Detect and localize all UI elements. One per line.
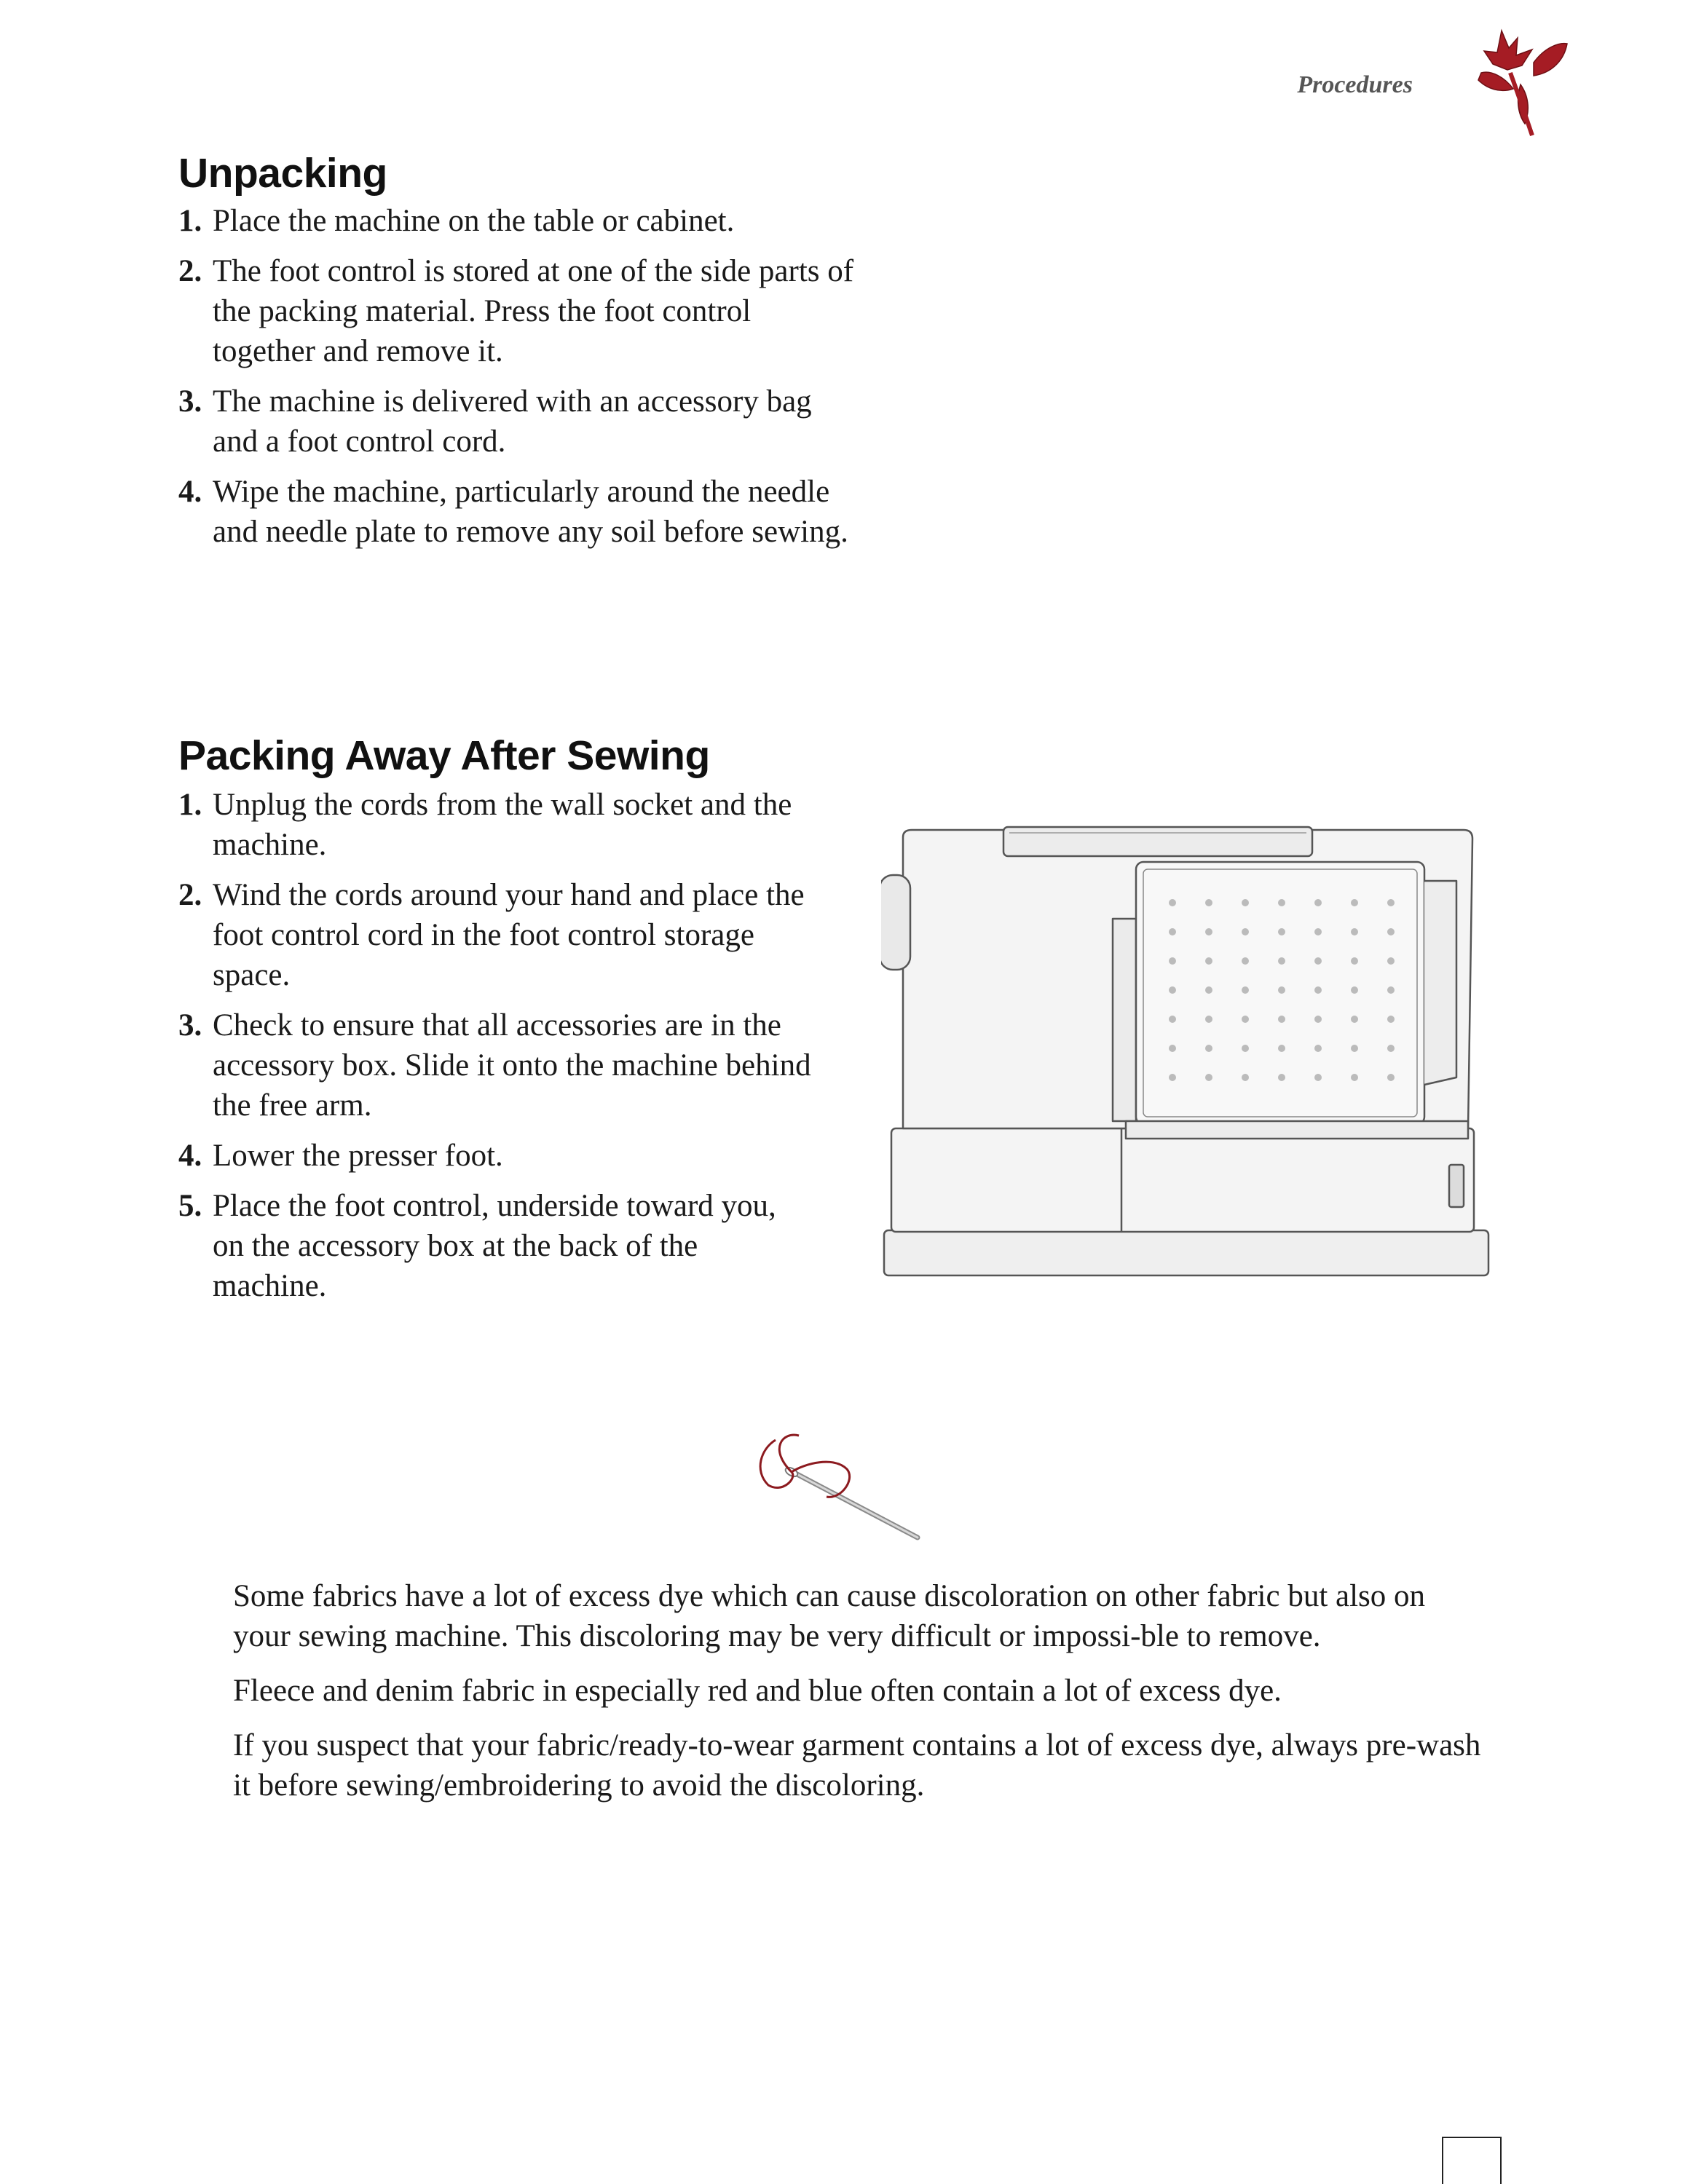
note-paragraph: If you suspect that your fabric/ready-to-wear garment contains a lot of excess dye, always pre-wash it before sewing/embroidering to avoid the discoloring. bbox=[233, 1728, 1481, 1803]
step-text: Check to ensure that all accessories are in the accessory box. Slide it onto the machine behind the free arm. bbox=[213, 1008, 811, 1123]
packing-heading: Packing Away After Sewing bbox=[178, 732, 710, 779]
step-number: 5. bbox=[178, 1189, 202, 1223]
list-item bbox=[178, 251, 856, 371]
list-item bbox=[178, 1005, 812, 1125]
sewing-machine-back-illustration bbox=[881, 823, 1493, 1281]
list-item bbox=[178, 1186, 812, 1306]
flower-logo-icon bbox=[1464, 22, 1573, 138]
step-text: Place the machine on the table or cabinet. bbox=[213, 204, 735, 238]
list-item bbox=[178, 381, 856, 462]
list-item bbox=[178, 785, 812, 865]
step-text: Wipe the machine, particularly around the needle and needle plate to remove any soil before sewing. bbox=[213, 475, 848, 549]
step-number: 3. bbox=[178, 1008, 202, 1042]
step-text: Place the foot control, underside toward you, on the accessory box at the back of the machine. bbox=[213, 1189, 776, 1303]
needle-thread-icon bbox=[739, 1427, 928, 1543]
list-item bbox=[178, 472, 856, 552]
step-number: 1. bbox=[178, 204, 202, 238]
unpacking-heading: Unpacking bbox=[178, 150, 387, 197]
step-text: The foot control is stored at one of the side parts of the packing material. Press the foot control together and remove it. bbox=[213, 254, 854, 368]
step-number: 3. bbox=[178, 384, 202, 419]
note-paragraph: Some fabrics have a lot of excess dye which can cause discoloration on other fabric but also on your sewing machine. This discoloring may be very difficult or impossi-ble to remove. bbox=[233, 1579, 1426, 1653]
step-number: 1. bbox=[178, 788, 202, 822]
list-item bbox=[178, 875, 812, 995]
step-text: Wind the cords around your hand and place the foot control cord in the foot control storage space. bbox=[213, 878, 805, 992]
step-text: Unplug the cords from the wall socket and the machine. bbox=[213, 788, 792, 862]
running-head: Procedures bbox=[1297, 71, 1413, 98]
unpacking-steps bbox=[178, 201, 856, 562]
step-text: The machine is delivered with an accessory bag and a foot control cord. bbox=[213, 384, 812, 459]
page-number-tab bbox=[1442, 2137, 1502, 2184]
list-item bbox=[178, 1136, 812, 1176]
dye-note bbox=[233, 1576, 1486, 1820]
step-number: 4. bbox=[178, 475, 202, 509]
list-item bbox=[178, 201, 856, 241]
step-number: 4. bbox=[178, 1139, 202, 1173]
step-number: 2. bbox=[178, 254, 202, 288]
note-paragraph: Fleece and denim fabric in especially red and blue often contain a lot of excess dye. bbox=[233, 1674, 1282, 1708]
step-text: Lower the presser foot. bbox=[213, 1139, 503, 1173]
packing-steps bbox=[178, 785, 812, 1316]
step-number: 2. bbox=[178, 878, 202, 912]
